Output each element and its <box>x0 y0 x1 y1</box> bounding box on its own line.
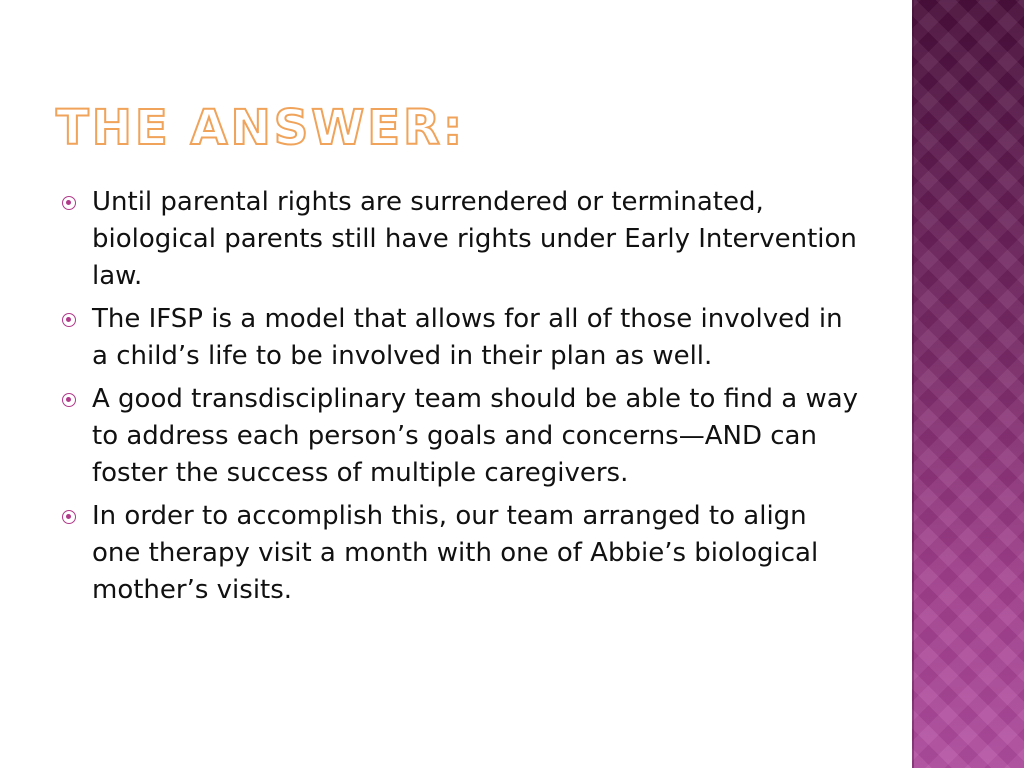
radio-dot-icon <box>62 510 76 524</box>
bullet-list <box>62 184 862 615</box>
bullet-text: Until parental rights are surrendered or terminated, biological parents still have rights under Early Intervention law. <box>92 187 857 291</box>
bullet-item <box>62 184 862 295</box>
bullet-item <box>62 301 862 375</box>
radio-dot-icon <box>62 393 76 407</box>
bullet-text: In order to accomplish this, our team arranged to align one therapy visit a month with one of Abbie’s biological mother’s visits. <box>92 501 819 605</box>
decorative-side-band <box>912 0 1024 768</box>
bullet-item <box>62 381 862 492</box>
radio-dot-icon <box>62 196 76 210</box>
slide-title: THE ANSWER: <box>56 100 466 156</box>
bullet-item <box>62 498 862 609</box>
radio-dot-icon <box>62 313 76 327</box>
bullet-text: The IFSP is a model that allows for all of those involved in a child’s life to be involved in their plan as well. <box>92 304 843 371</box>
side-band-edge <box>912 0 914 768</box>
bullet-text: A good transdisciplinary team should be able to find a way to address each person’s goals and concerns—AND can foster the success of multiple caregivers. <box>92 384 859 488</box>
